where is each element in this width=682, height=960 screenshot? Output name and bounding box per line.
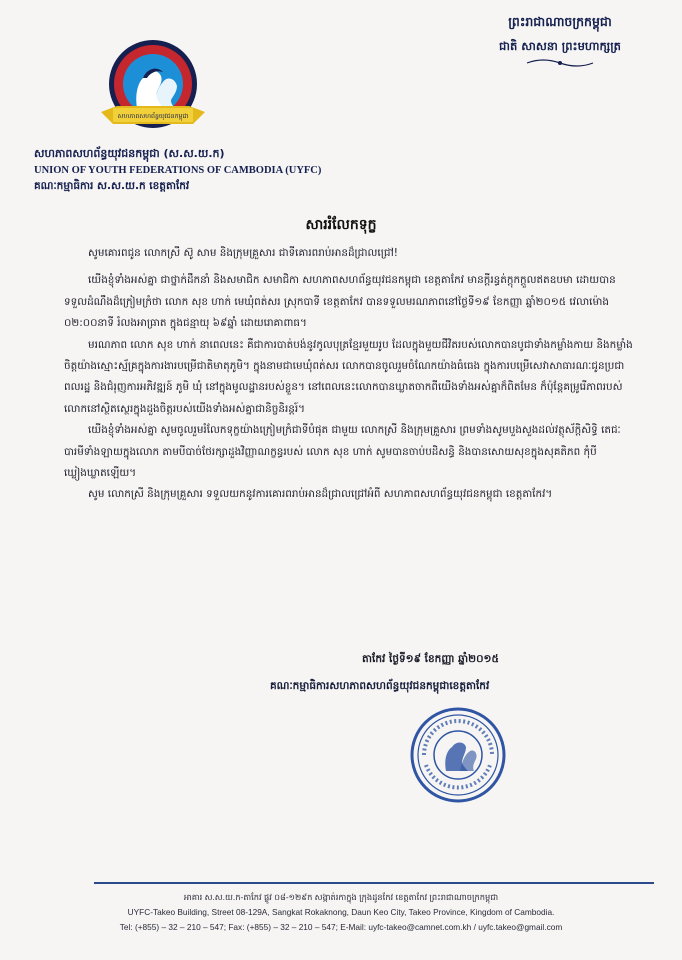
paragraph-1: យើងខ្ញុំទាំងអស់គ្នា ជាថ្នាក់ដឹកនាំ និងសមាជិក សមាជិកា សហភាពសហព័ន្ធយុវជនកម្ពុជា ខេត្តតាកែវ មានក្តីរន្ធត់ក្តុកក្តួលឥតឧបមា ដោយបានទទួលដំណឹងដ៏ក្រៀមក្រំថា លោក សុខ ហាក់ មេឃុំពត់សរ ស្រុកបាទី ខេត្តតាកែវ បានទទួលមរណភាពនៅថ្ងៃទី១៩ ខែកញ្ញា ឆ្នាំ២០១៥ វេលាម៉ោង ០២:០០នាទី រំលងអាធ្រាត ក្នុងជន្មាយុ ៦៩ឆ្នាំ ដោយរោគាពាធ។ — [64, 274, 616, 330]
letter-title: សាររំលែកទុក្ខ — [305, 217, 377, 233]
org-name-khmer: សហភាពសហព័ន្ធយុវជនកម្ពុជា (ស.ស.យ.ក) — [34, 147, 225, 160]
organization-block — [34, 147, 322, 195]
kingdom-line-1: ព្រះរាជាណាចក្រកម្ពុជា — [508, 14, 612, 29]
signature-date: តាកែវ ថ្ងៃទី១៩ ខែកញ្ញា ឆ្នាំ២០១៥ — [362, 653, 499, 665]
org-name-english: UNION OF YOUTH FEDERATIONS OF CAMBODIA (UYFC) — [34, 165, 322, 176]
paragraph-2: មរណភាព លោក សុខ ហាក់ នាពេលនេះ គឺជាការបាត់បង់នូវកូលបុត្រខ្មែរមួយរូប ដែលក្នុងមួយជីវិតរបស់លោកបានបូជាទាំងកម្លាំងកាយ និងកម្លាំងចិត្តយ៉ាងស្មោះស្ម័គ្រក្នុងការងារបម្រើជាតិមាតុភូមិ។ ក្នុងនាមជាមេឃុំពត់សរ លោកបានចូលរួមចំណែកយ៉ាងធំធេង ក្នុងការបម្រើសេវាសាធារណៈជូនប្រជាពលរដ្ឋ និងជំរុញការអភិវឌ្ឍន៍ ភូមិ ឃុំ នៅក្នុងមូលដ្ឋានរបស់ខ្លួន។ នៅពេលនេះលោកបានឃ្លាតចាកពីយើងទាំងអស់គ្នាក៏ពិតមែន ក៏ប៉ុន្តែគម្រូរើភាពរបស់លោកនៅស្ថិតស្ថេរក្នុងដួងចិត្តរបស់យើងទាំងអស់គ្នាជានិច្ចនិរន្តរ៍។ — [64, 338, 633, 415]
paragraph-3: យើងខ្ញុំទាំងអស់គ្នា សូមចូលរួមរំលែកទុក្ខយ៉ាងក្រៀមក្រំជាទីបំផុត ជាមួយ លោកស្រី និងក្រុមគ្រួសារ ព្រមទាំងសូមបួងសួងដល់វត្ថុស័ក្តិសិទ្ធិ តេជៈបារមីទាំងឡាយក្នុងលោក តាមបីបាច់ថែរក្សាដួងវិញ្ញាណក្ខន្ធរបស់ លោក សុខ ហាក់ សូមបានចាប់បដិសន្ធិ និងបានសោយសុខក្នុងសុគតិភព កុំបីឃ្លៀងឃ្លាតឡើយ។ — [64, 424, 621, 480]
footer-contact: Tel: (+855) – 32 – 210 – 547; Fax: (+855) – 32 – 210 – 547; E-Mail: uyfc-takeo@camnet.com.kh / uyfc.takeo@gmail.com — [119, 922, 563, 932]
footer-address-english: UYFC-Takeo Building, Street 08-129A, Sangkat Rokaknong, Daun Keo City, Takeo Province, Kingdom of Cambodia. — [127, 907, 555, 917]
footer-divider — [94, 882, 654, 884]
ornament-divider — [525, 58, 595, 68]
kingdom-line-2: ជាតិ សាសនា ព្រះមហាក្សត្រ — [499, 39, 621, 53]
official-stamp — [408, 705, 508, 805]
paragraph-4: សូម លោកស្រី និងក្រុមគ្រួសារ ទទួលយកនូវការគោរពរាប់អានដ៏ជ្រាលជ្រៅអំពី សហភាពសហព័ន្ធយុវជនកម្ពុជា ខេត្តតាកែវ។ — [88, 488, 553, 501]
uyfc-logo — [97, 38, 209, 140]
signatory-organization: គណៈកម្មាធិការសហភាពសហព័ន្ធយុវជនកម្ពុជាខេត្តតាកែវ — [270, 680, 490, 692]
org-department: គណៈកម្មាធិការ ស.ស.យ.ក ខេត្តតាកែវ — [34, 180, 190, 192]
logo-ribbon-text: សហភាពសហព័ន្ធយុវជនកម្ពុជា — [117, 113, 189, 120]
kingdom-motto — [460, 14, 660, 68]
letter-body — [64, 243, 636, 506]
footer — [0, 890, 682, 935]
greeting: សូមគោរពជូន លោកស្រី ស៊ូ សាម និងក្រុមគ្រួសារ ជាទីគោរពរាប់អានដ៏ជ្រាលជ្រៅ! — [88, 247, 398, 259]
footer-address-khmer: អាគារ ស.ស.យ.ក-តាកែវ ផ្លូវ ០៨-១២៩ក សង្កាត់រកាក្នុង ក្រុងដូនកែវ ខេត្តតាកែវ ព្រះរាជាណាចក្រកម្ពុជា — [183, 892, 499, 902]
